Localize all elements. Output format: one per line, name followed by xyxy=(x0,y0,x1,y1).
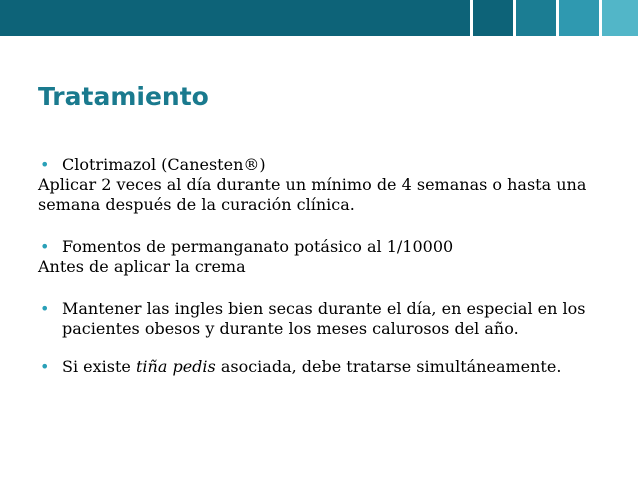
list-item-text: Clotrimazol (Canesten®) xyxy=(62,155,266,174)
list-item-mantener xyxy=(38,299,613,339)
header-block-1 xyxy=(473,0,513,36)
list-item-text-after: asociada, debe tratarse simultáneamente. xyxy=(215,357,562,376)
header-block-3 xyxy=(559,0,599,36)
body-text-antes: Antes de aplicar la crema xyxy=(38,257,246,276)
bullet-icon: • xyxy=(40,155,50,174)
header-bar-main xyxy=(0,0,470,36)
list-item-tina-pedis xyxy=(38,357,613,377)
list-item-text-italic: tiña pedis xyxy=(135,357,216,376)
list-item-text-before: Si existe xyxy=(62,357,136,376)
header-block-4 xyxy=(602,0,638,36)
slide-content xyxy=(38,155,613,377)
slide-title: Tratamiento xyxy=(38,82,209,111)
bullet-icon: • xyxy=(40,299,50,318)
list-item-text: Mantener las ingles bien secas durante el día, en especial en los pacientes obesos y durante los meses calurosos del año. xyxy=(62,299,586,338)
body-text-aplicar: Aplicar 2 veces al día durante un mínimo de 4 semanas o hasta una semana después de la curación clínica. xyxy=(38,175,587,214)
header-bar xyxy=(0,0,638,36)
header-block-2 xyxy=(516,0,556,36)
list-item-text: Fomentos de permanganato potásico al 1/10000 xyxy=(62,237,454,256)
list-item-fomentos xyxy=(38,237,613,257)
bullet-icon: • xyxy=(40,357,50,376)
bullet-icon: • xyxy=(40,237,50,256)
list-item-clotrimazol xyxy=(38,155,613,175)
